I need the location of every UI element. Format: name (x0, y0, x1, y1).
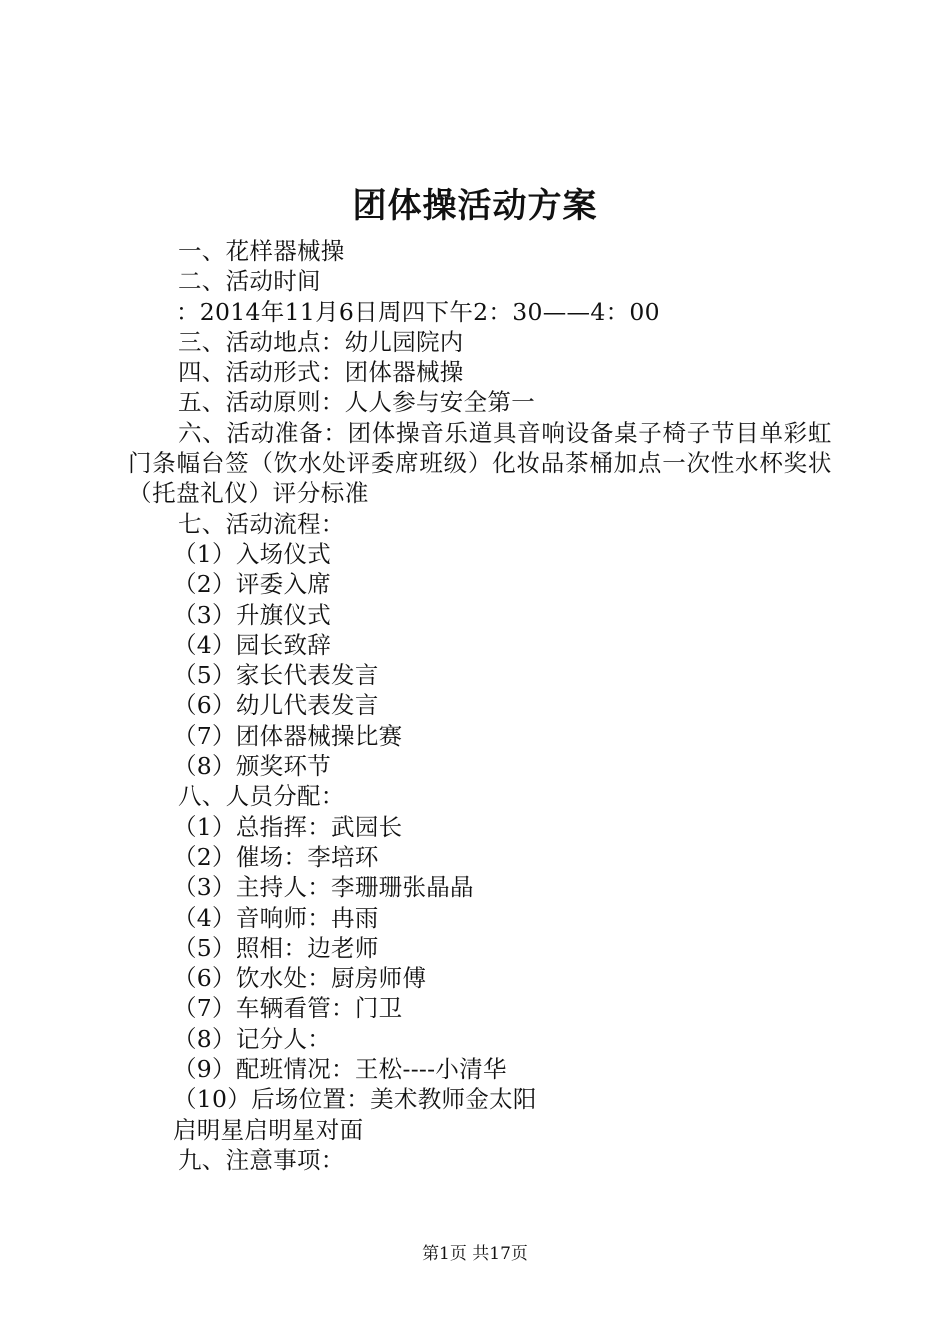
staff-item: （3）主持人：李珊珊张晶晶 (173, 873, 474, 902)
flow-item: （4）园长致辞 (173, 630, 332, 659)
staff-item: （6）饮水处：厨房师傅 (173, 964, 427, 993)
staff-item: （7）车辆看管：门卫 (173, 994, 403, 1023)
flow-item: （7）团体器械操比赛 (173, 721, 403, 750)
page-footer: 第1页 共17页 (422, 1244, 528, 1264)
flow-heading: 七、活动流程： (178, 509, 345, 538)
flow-item: （6）幼儿代表发言 (173, 691, 379, 720)
activity-time: ：2014年11月6日周四下午2：30——4：00 (176, 297, 660, 326)
activity-principle: 五、活动原则：人人参与安全第一 (178, 388, 535, 417)
flow-item: （3）升旗仪式 (173, 600, 332, 629)
document-body (128, 236, 832, 1175)
staff-item: （1）总指挥：武园长 (173, 812, 403, 841)
staff-item: （8）记分人： (173, 1024, 332, 1053)
staff-item: （4）音响师：冉雨 (173, 903, 379, 932)
section-heading-1: 一、花样器械操 (178, 237, 345, 265)
staff-item: （5）照相：边老师 (173, 933, 379, 962)
flow-item: （1）入场仪式 (173, 539, 332, 568)
staff-continuation: 启明星启明星对面 (173, 1115, 364, 1144)
section-heading-2: 二、活动时间 (178, 267, 321, 296)
document-title: 团体操活动方案 (352, 186, 598, 226)
notes-heading: 九、注意事项： (178, 1145, 345, 1174)
flow-item: （5）家长代表发言 (173, 661, 379, 690)
staff-item: （2）催场：李培环 (173, 842, 379, 871)
flow-item: （2）评委入席 (173, 570, 332, 599)
activity-form: 四、活动形式：团体器械操 (178, 358, 464, 387)
flow-item: （8）颁奖环节 (173, 752, 332, 781)
staff-item: （9）配班情况：王松----小清华 (173, 1055, 507, 1084)
activity-location: 三、活动地点：幼儿园院内 (178, 327, 464, 356)
staff-item: （10）后场位置：美术教师金太阳 (173, 1085, 537, 1114)
staff-heading: 八、人员分配： (178, 782, 345, 811)
activity-preparation: 六、活动准备：团体操音乐道具音响设备桌子椅子节目单彩虹门条幅台签（饮水处评委席班级）化妆品茶桶加点一次性水杯奖状（托盘礼仪）评分标准 (128, 418, 832, 508)
